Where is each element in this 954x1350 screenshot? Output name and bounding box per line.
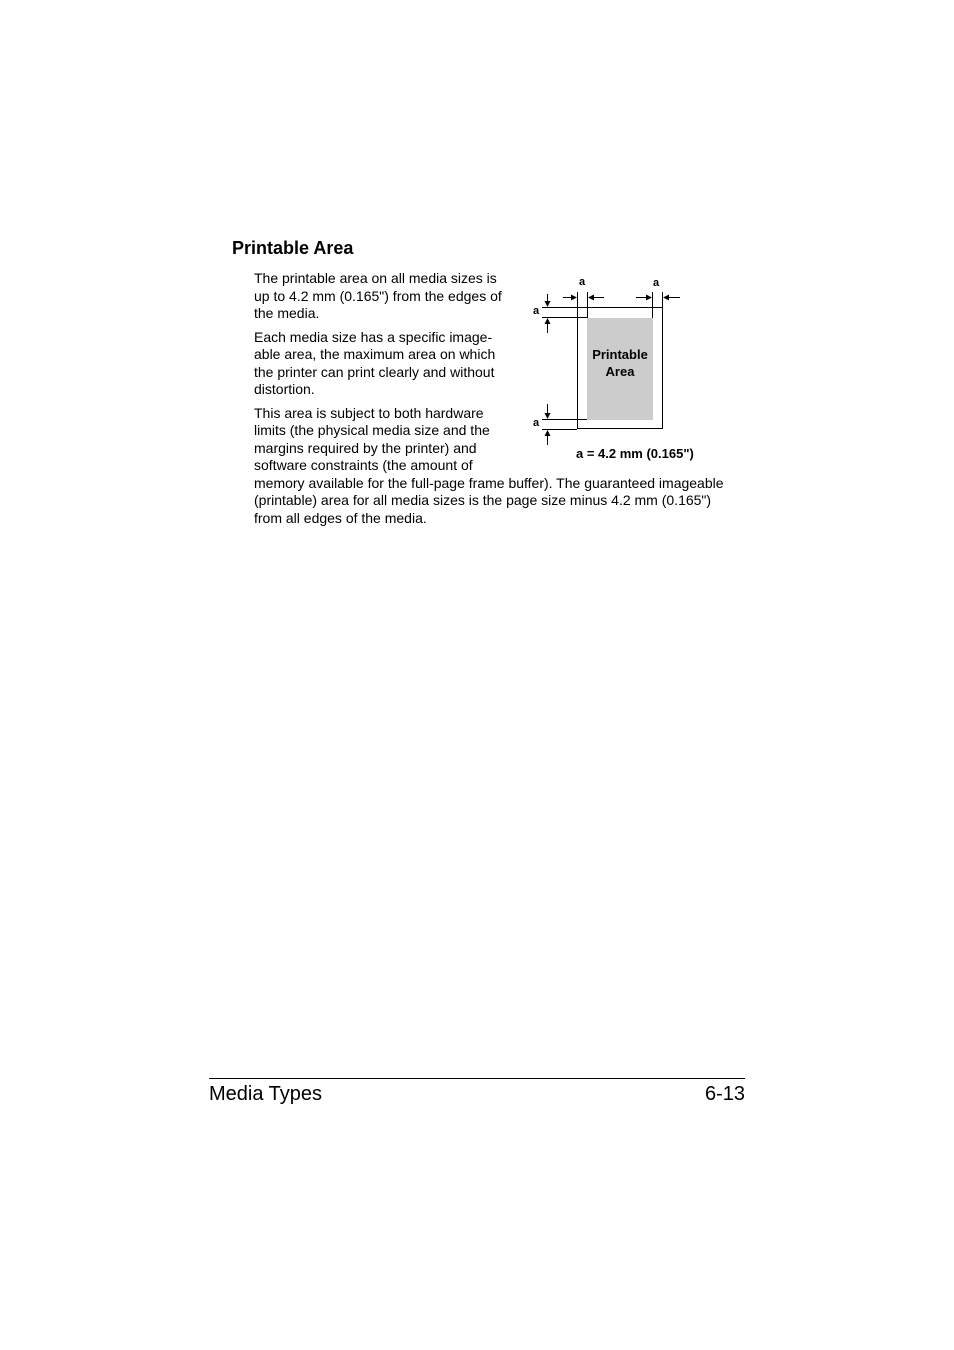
margin-label-top: a	[533, 305, 540, 317]
footer-page-number: 6-13	[704, 1083, 745, 1105]
paragraph-imageable-area: Each media size has a specific image-able area, the maximum area on which the printer can print clearly and without distortion.	[254, 328, 496, 397]
paragraph-printable-margin: The printable area on all media sizes is up to 4.2 mm (0.165") from the edges of the media.	[254, 270, 502, 321]
paragraph-constraints-full: memory available for the full-page frame buffer). The guaranteed imageable (printable) area for all media sizes is the page size minus 4.2 mm (0.165") from all edges of the media.	[254, 474, 724, 526]
printable-area-label-line1: Printable	[592, 347, 648, 362]
footer-divider	[209, 1078, 745, 1079]
margin-label-left: a	[579, 276, 586, 288]
printable-area-label-line2: Area	[605, 364, 635, 379]
footer-chapter-title: Media Types	[209, 1083, 323, 1105]
margin-label-bottom: a	[533, 417, 540, 429]
printable-area-label	[587, 346, 653, 380]
printable-area-diagram	[528, 270, 718, 470]
paragraph-constraints-wrapped: This area is subject to both hardware limits (the physical media size and the margins required by the printer) and software constraints (the amount of	[254, 404, 490, 473]
section-title: Printable Area	[232, 238, 354, 258]
margin-label-right: a	[653, 277, 660, 289]
figure-caption: a = 4.2 mm (0.165")	[576, 446, 694, 461]
